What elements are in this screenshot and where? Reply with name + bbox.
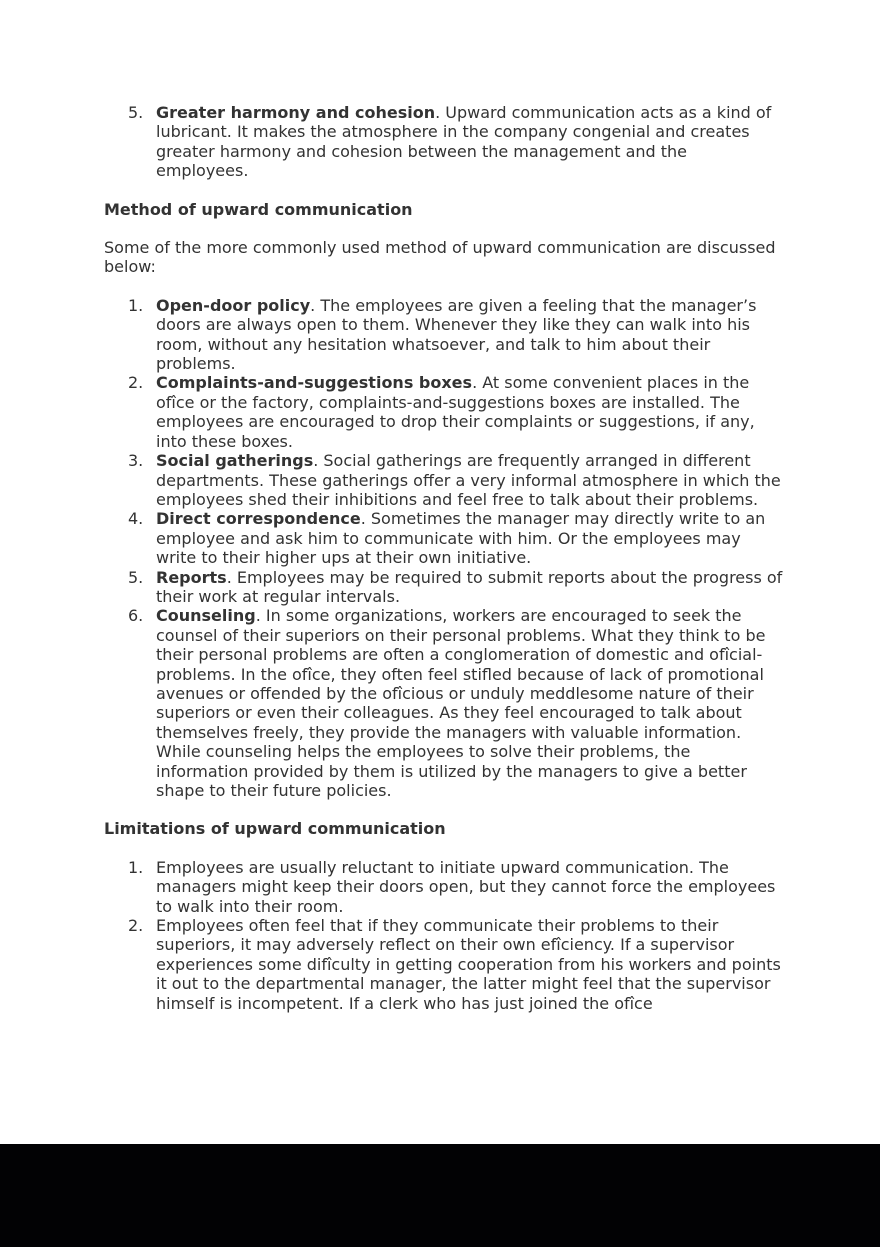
list-number: 4. bbox=[128, 509, 144, 529]
list-item-text: . At some convenient places in the ofı̂ce or the factory, complaints-and-suggestions boxes are installed. The employees are encouraged to drop their complaints or suggestions, if any, into these boxes. bbox=[156, 373, 755, 451]
list-number: 6. bbox=[128, 606, 144, 626]
list-item bbox=[104, 509, 784, 567]
spacer bbox=[104, 839, 784, 858]
list-item-text: . The employees are given a feeling that the manager’s doors are always open to them. Whenever they like they can walk into his room, without any hesitation whatsoever, and talk to him about their problems. bbox=[156, 295, 757, 374]
list-item-text: . In some organizations, workers are encouraged to seek the counsel of their superiors on their personal problems. What they think to be their personal problems are often a conglomeration of domestic and ofı̂cial-problems. In the ofı̂ce, they often feel stifled because of lack of promotional avenues or offended by the ofı̂cious or unduly meddlesome nature of their superiors or even their colleagues. As they feel encouraged to talk about themselves freely, they provide the managers with valuable information. While counseling helps the employees to solve their problems, the information provided by them is utilized by the managers to give a better shape to their future policies. bbox=[156, 606, 766, 800]
method-intro-paragraph: Some of the more commonly used method of upward communication are discussed below: bbox=[104, 238, 776, 277]
list-number: 5. bbox=[128, 103, 144, 122]
list-item-title: Greater harmony and cohesion bbox=[156, 103, 436, 122]
list-item-text: Employees are usually reluctant to initiate upward communication. The managers might keep their doors open, but they cannot force the employees to walk into their room. bbox=[156, 857, 776, 916]
section-heading-method: Method of upward communication bbox=[104, 199, 413, 219]
list-number: 5. bbox=[128, 567, 144, 587]
list-number: 3. bbox=[128, 451, 144, 471]
list-item-text: . Social gatherings are frequently arranged in different departments. These gatherings offer a very informal atmosphere in which the employees shed their inhibitions and feel free to talk about their problems. bbox=[156, 451, 781, 509]
methods-list bbox=[104, 296, 784, 801]
list-number: 2. bbox=[128, 916, 144, 936]
list-item bbox=[104, 103, 784, 181]
section-heading-limitations: Limitations of upward communication bbox=[104, 819, 446, 839]
spacer bbox=[104, 181, 784, 200]
spacer bbox=[104, 277, 784, 296]
list-item bbox=[104, 916, 784, 1013]
list-item-title: Complaints-and-suggestions boxes bbox=[156, 373, 473, 393]
list-item bbox=[104, 373, 784, 451]
list-number: 1. bbox=[128, 857, 144, 877]
list-item-title: Counseling bbox=[156, 606, 256, 626]
continued-benefits-list bbox=[104, 103, 784, 181]
list-item bbox=[104, 296, 784, 374]
list-item bbox=[104, 606, 784, 800]
list-item-text: . Sometimes the manager may directly write to an employee and ask him to communicate with him. Or the employees may write to their higher ups at their own initiative. bbox=[156, 509, 766, 568]
list-item-title: Open-door policy bbox=[156, 295, 311, 315]
document-content bbox=[104, 103, 784, 1013]
list-number: 1. bbox=[128, 295, 144, 315]
spacer bbox=[104, 219, 784, 238]
list-item bbox=[104, 568, 784, 607]
list-item-title: Social gatherings bbox=[156, 451, 314, 471]
list-item-text: . Employees may be required to submit reports about the progress of their work at regular intervals. bbox=[156, 567, 783, 606]
bottom-black-bar bbox=[0, 1144, 880, 1247]
list-item bbox=[104, 858, 784, 916]
spacer bbox=[104, 800, 784, 819]
list-item-title: Direct correspondence bbox=[156, 509, 361, 529]
list-item bbox=[104, 451, 784, 509]
list-item-title: Reports bbox=[156, 567, 227, 587]
list-number: 2. bbox=[128, 373, 144, 393]
limitations-list bbox=[104, 858, 784, 1013]
list-item-text: Employees often feel that if they communicate their problems to their superiors, it may adversely reflect on their own efı̂ciency. If a supervisor experiences some difı̂culty in getting cooperation from his workers and points it out to the departmental manager, the latter might feel that the supervisor himself is incompetent. If a clerk who has just joined the ofı̂ce bbox=[156, 916, 781, 1013]
list-item-text: . Upward communication acts as a kind of lubricant. It makes the atmosphere in the company congenial and creates greater harmony and cohesion between the management and the employees. bbox=[156, 103, 772, 181]
